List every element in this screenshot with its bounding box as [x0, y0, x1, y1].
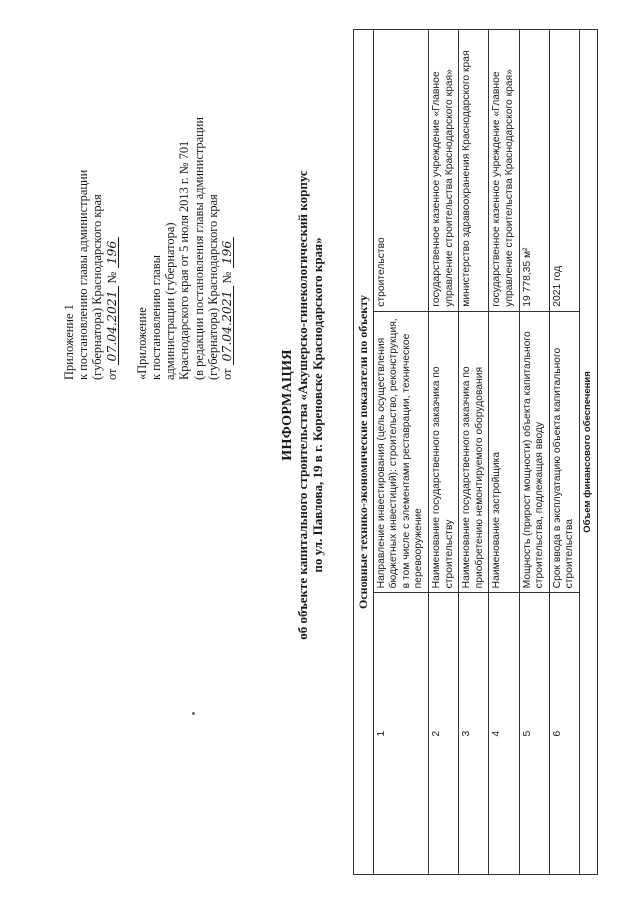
handwritten-date: 07.04.2021: [220, 286, 234, 365]
row-value: государственное казенное учреждение «Главное управление строительства Краснодарского края»: [489, 30, 519, 312]
handwritten-number: 196: [220, 237, 234, 269]
row-value: 2021 год: [549, 30, 579, 312]
title-heading: ИНФОРМАЦИЯ: [280, 349, 295, 461]
table-row: [519, 30, 549, 875]
row-label: Наименование застройщика: [489, 311, 519, 593]
row-number: 3: [459, 593, 489, 875]
section-title: Основные технико-экономические показатели по объекту: [354, 30, 374, 875]
row-value: строительство: [373, 30, 428, 312]
annex-block: [62, 30, 234, 380]
row-label: Наименование государственного заказчика по приобретению немонтируемого оборудования: [459, 311, 489, 593]
row-label: Мощность (прирост мощности) объекта капитального строительства, подлежащая вводу: [519, 311, 549, 593]
title-line: по ул. Павлова, 19 в г. Кореновске Краснодарского края»: [310, 237, 325, 573]
annex-number-label: №: [104, 271, 119, 284]
indicators-table: [353, 29, 598, 875]
annex-date-line: [105, 30, 119, 380]
row-number: 5: [519, 593, 549, 875]
document-title: [280, 155, 325, 655]
scan-speck: [192, 712, 195, 715]
quoted-annex-line: (губернатора) Краснодарского края: [205, 194, 220, 380]
row-value: министерство здравоохранения Краснодарского края: [459, 30, 489, 312]
row-value: государственное казенное учреждение «Главное управление строительства Краснодарского края»: [428, 30, 458, 312]
table-row: [489, 30, 519, 875]
quoted-annex-line: (в редакции постановления главы администрации: [191, 117, 206, 380]
annex-line: Приложение 1: [62, 304, 76, 380]
table-row: [549, 30, 579, 875]
handwritten-date: 07.04.2021: [105, 286, 119, 365]
quoted-annex-line: к постановлению главы: [149, 255, 164, 380]
row-label: Наименование государственного заказчика по строительству: [428, 311, 458, 593]
table-row: [459, 30, 489, 875]
handwritten-number: 196: [105, 237, 119, 269]
annex-line: (губернатора) Краснодарского края: [90, 194, 105, 380]
row-number: 6: [549, 593, 579, 875]
quoted-annex-line: администрации (губернатора): [163, 222, 178, 380]
section-header-row: [354, 30, 374, 875]
annex-date-prefix: от: [104, 368, 119, 380]
quoted-annex-number-label: №: [220, 271, 235, 284]
table-row: [373, 30, 428, 875]
row-number: 1: [373, 593, 428, 875]
subsection-header-row: [579, 30, 597, 875]
row-number: 2: [428, 593, 458, 875]
quoted-annex-date-line: [220, 30, 234, 380]
annex-line: к постановлению главы администрации: [76, 169, 91, 380]
subsection-title: Объем финансового обеспечения: [579, 30, 597, 875]
row-value: 19 778,35 м²: [519, 30, 549, 312]
title-line: об объекте капитального строительства «Акушерско-гинекологический корпус: [295, 170, 310, 640]
row-label: Направление инвестирования (цель осуществления бюджетных инвестиций): строительство, реконструкция, в том числе с элементами реставрации, техническое перевооружение: [373, 311, 428, 593]
table-row: [428, 30, 458, 875]
row-label: Срок ввода в эксплуатацию объекта капитального строительства: [549, 311, 579, 593]
quoted-annex-line: Краснодарского края от 5 июля 2013 г. № 701: [177, 140, 192, 380]
quoted-annex-line: «Приложение: [134, 307, 149, 380]
row-number: 4: [489, 593, 519, 875]
quoted-annex-date-prefix: от: [220, 368, 235, 380]
